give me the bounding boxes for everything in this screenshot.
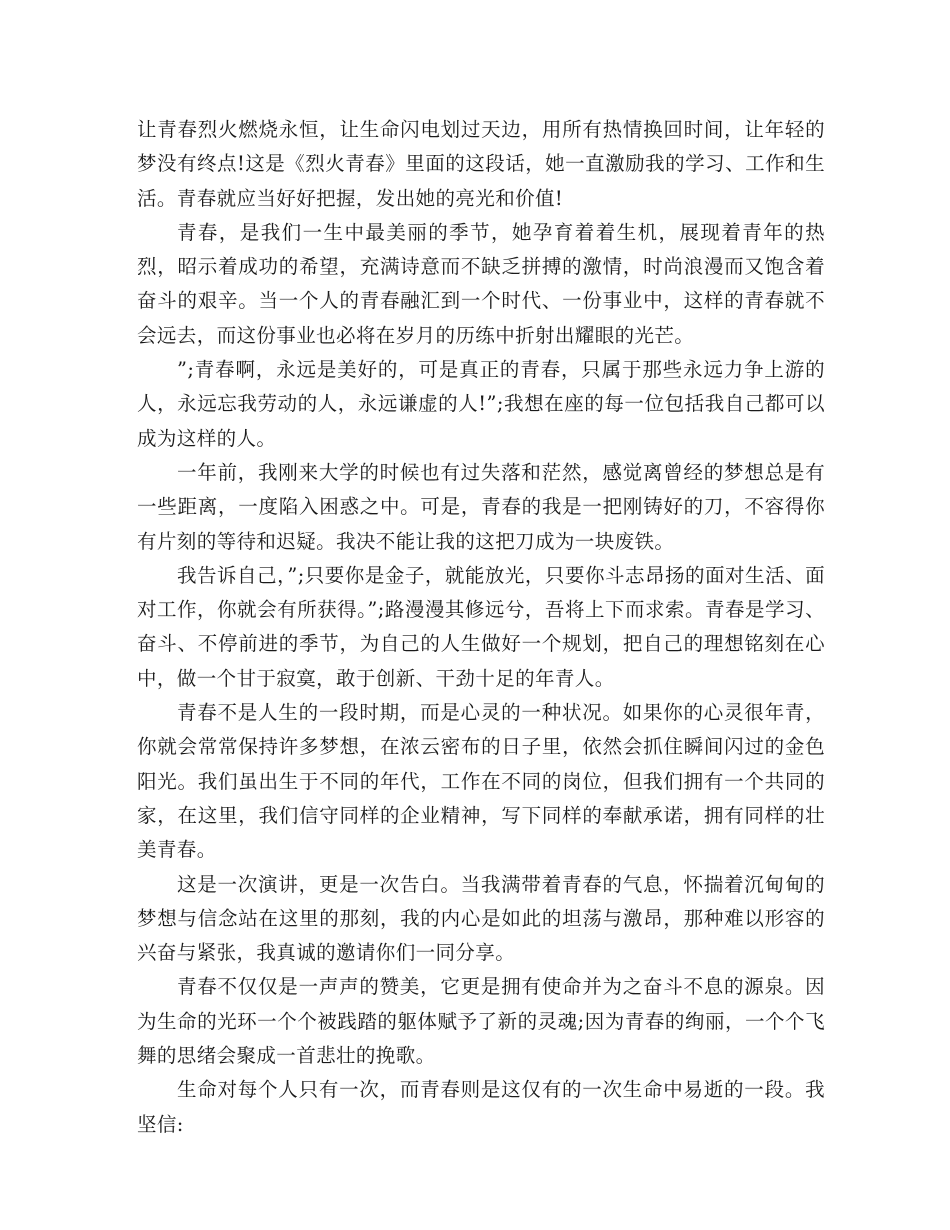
paragraph-1: 让青春烈火燃烧永恒，让生命闪电划过天边，用所有热情换回时间，让年轻的梦没有终点!这是《烈火青春》里面的这段话，她一直激励我的学习、工作和生活。青春就应当好好把握，发出她的亮光和价值! <box>137 118 825 210</box>
paragraph-7: 这是一次演讲，更是一次告白。当我满带着青春的气息，怀揣着沉甸甸的梦想与信念站在这里的那刻，我的内心是如此的坦荡与激昂，那种难以形容的兴奋与紧张，我真诚的邀请你们一同分享。 <box>137 872 825 965</box>
paragraph-3: ”;青春啊，永远是美好的，可是真正的青春，只属于那些永远力争上游的人，永远忘我劳动的人，永远谦虚的人!”;我想在座的每一位包括我自己都可以成为这样的人。 <box>137 358 825 450</box>
paragraph-9: 生命对每个人只有一次，而青春则是这仅有的一次生命中易逝的一段。我坚信: <box>137 1078 825 1136</box>
paragraph-5: 我告诉自己，”;只要你是金子，就能放光，只要你斗志昂扬的面对生活、面对工作，你就会有所获得。”;路漫漫其修远兮，吾将上下而求索。青春是学习、奋斗、不停前进的季节，为自己的人生做好一个规划，把自己的理想铭刻在心中，做一个甘于寂寞，敢于创新、干劲十足的年青人。 <box>137 563 825 690</box>
paragraph-4: 一年前，我刚来大学的时候也有过失落和茫然，感觉离曾经的梦想总是有一些距离，一度陷入困惑之中。可是，青春的我是一把刚铸好的刀，不容得你有片刻的等待和迟疑。我决不能让我的这把刀成为一块废铁。 <box>137 460 825 553</box>
document-page <box>137 113 825 1142</box>
paragraph-8: 青春不仅仅是一声声的赞美，它更是拥有使命并为之奋斗不息的源泉。因为生命的光环一个个被践踏的躯体赋予了新的灵魂;因为青春的绚丽，一个个飞舞的思绪会聚成一首悲壮的挽歌。 <box>137 975 825 1068</box>
paragraph-2: 青春，是我们一生中最美丽的季节，她孕育着着生机，展现着青年的热烈，昭示着成功的希望，充满诗意而不缺乏拼搏的激情，时尚浪漫而又饱含着奋斗的艰辛。当一个人的青春融汇到一个时代、一份事业中，这样的青春就不会远去，而这份事业也必将在岁月的历练中折射出耀眼的光芒。 <box>137 220 825 347</box>
paragraph-6: 青春不是人生的一段时期，而是心灵的一种状况。如果你的心灵很年青，你就会常常保持许多梦想，在浓云密布的日子里，依然会抓住瞬间闪过的金色阳光。我们虽出生于不同的年代，工作在不同的岗位，但我们拥有一个共同的家，在这里，我们信守同样的企业精神，写下同样的奉献承诺，拥有同样的壮美青春。 <box>137 701 825 862</box>
